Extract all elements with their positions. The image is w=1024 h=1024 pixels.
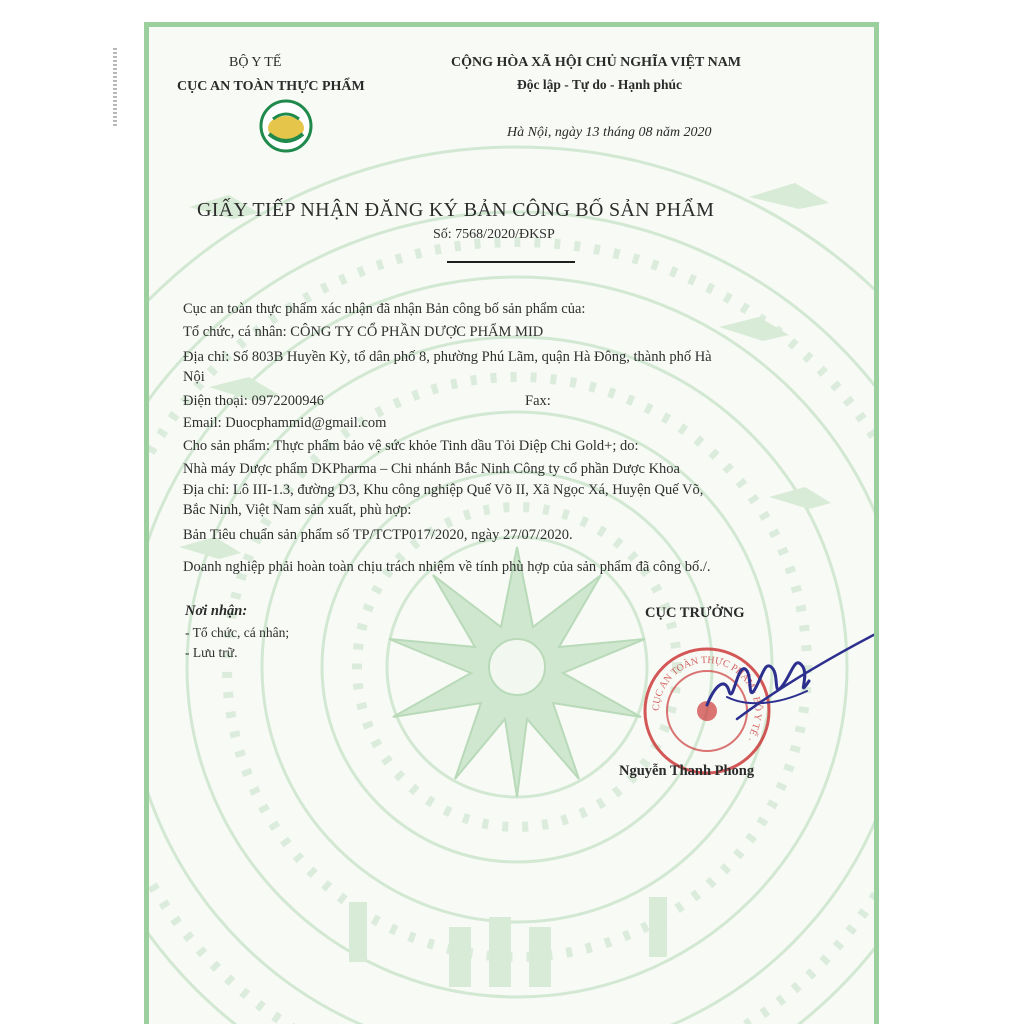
phone-number: Điện thoại: 0972200946 [183, 393, 324, 409]
manufacturer-address-cont: Bắc Ninh, Việt Nam sản xuất, phù hợp: [183, 502, 412, 518]
drum-pattern-background [149, 27, 879, 1024]
scan-edge-mark [113, 48, 117, 128]
organization-address: Địa chỉ: Số 803B Huyền Kỳ, tổ dân phố 8, phường Phú Lãm, quận Hà Đông, thành phố Hà [183, 349, 712, 365]
organization: Tổ chức, cá nhân: CÔNG TY CỔ PHẦN DƯỢC PHẨM MID [183, 324, 544, 340]
product-name: Cho sản phẩm: Thực phẩm bảo vệ sức khỏe Tinh dầu Tỏi Diệp Chi Gold+; do: [183, 438, 639, 454]
handwritten-signature [697, 627, 879, 737]
intro-text: Cục an toàn thực phẩm xác nhận đã nhận Bản công bố sản phẩm của: [183, 301, 586, 317]
product-standard: Bản Tiêu chuẩn sản phẩm số TP/TCTP017/2020, ngày 27/07/2020. [183, 527, 573, 543]
country-name: CỘNG HÒA XÃ HỘI CHỦ NGHĨA VIỆT NAM [451, 55, 742, 70]
ministry-name: BỘ Y TẾ [229, 55, 282, 70]
national-motto: Độc lập - Tự do - Hạnh phúc [517, 77, 683, 92]
signatory-role: CỤC TRƯỞNG [645, 605, 745, 621]
agency-name: CỤC AN TOÀN THỰC PHẨM [177, 79, 365, 94]
recipient-item: - Lưu trữ. [185, 645, 238, 660]
document-title: GIẤY TIẾP NHẬN ĐĂNG KÝ BẢN CÔNG BỐ SẢN PHẨM [197, 199, 715, 221]
certificate-page [144, 22, 879, 1024]
manufacturer-address: Địa chỉ: Lô III-1.3, đường D3, Khu công nghiệp Quế Võ II, Xã Ngọc Xá, Huyện Quế Võ, [183, 482, 704, 498]
recipients-heading: Nơi nhận: [185, 603, 248, 619]
title-separator [447, 261, 575, 263]
recipient-item: - Tổ chức, cá nhân; [185, 625, 290, 640]
responsibility-statement: Doanh nghiệp phải hoàn toàn chịu trách nhiệm về tính phù hợp của sản phẩm đã công bố./. [183, 559, 711, 575]
manufacturer: Nhà máy Dược phẩm DKPharma – Chi nhánh Bắc Ninh Công ty cổ phần Dược Khoa [183, 461, 680, 477]
registration-number: Số: 7568/2020/ĐKSP [433, 227, 555, 242]
organization-address-cont: Nội [183, 369, 205, 385]
svg-text:CỤC AN TOÀN THỰC PHẨM · BỘ Y T: CỤC AN TOÀN THỰC PHẨM · BỘ Y TẾ · [650, 654, 764, 744]
signatory-name: Nguyễn Thanh Phong [619, 763, 755, 779]
fax-label: Fax: [525, 393, 551, 409]
email-address: Email: Duocphammid@gmail.com [183, 415, 387, 431]
vfa-logo [259, 99, 313, 153]
issue-date: Hà Nội, ngày 13 tháng 08 năm 2020 [507, 125, 712, 140]
